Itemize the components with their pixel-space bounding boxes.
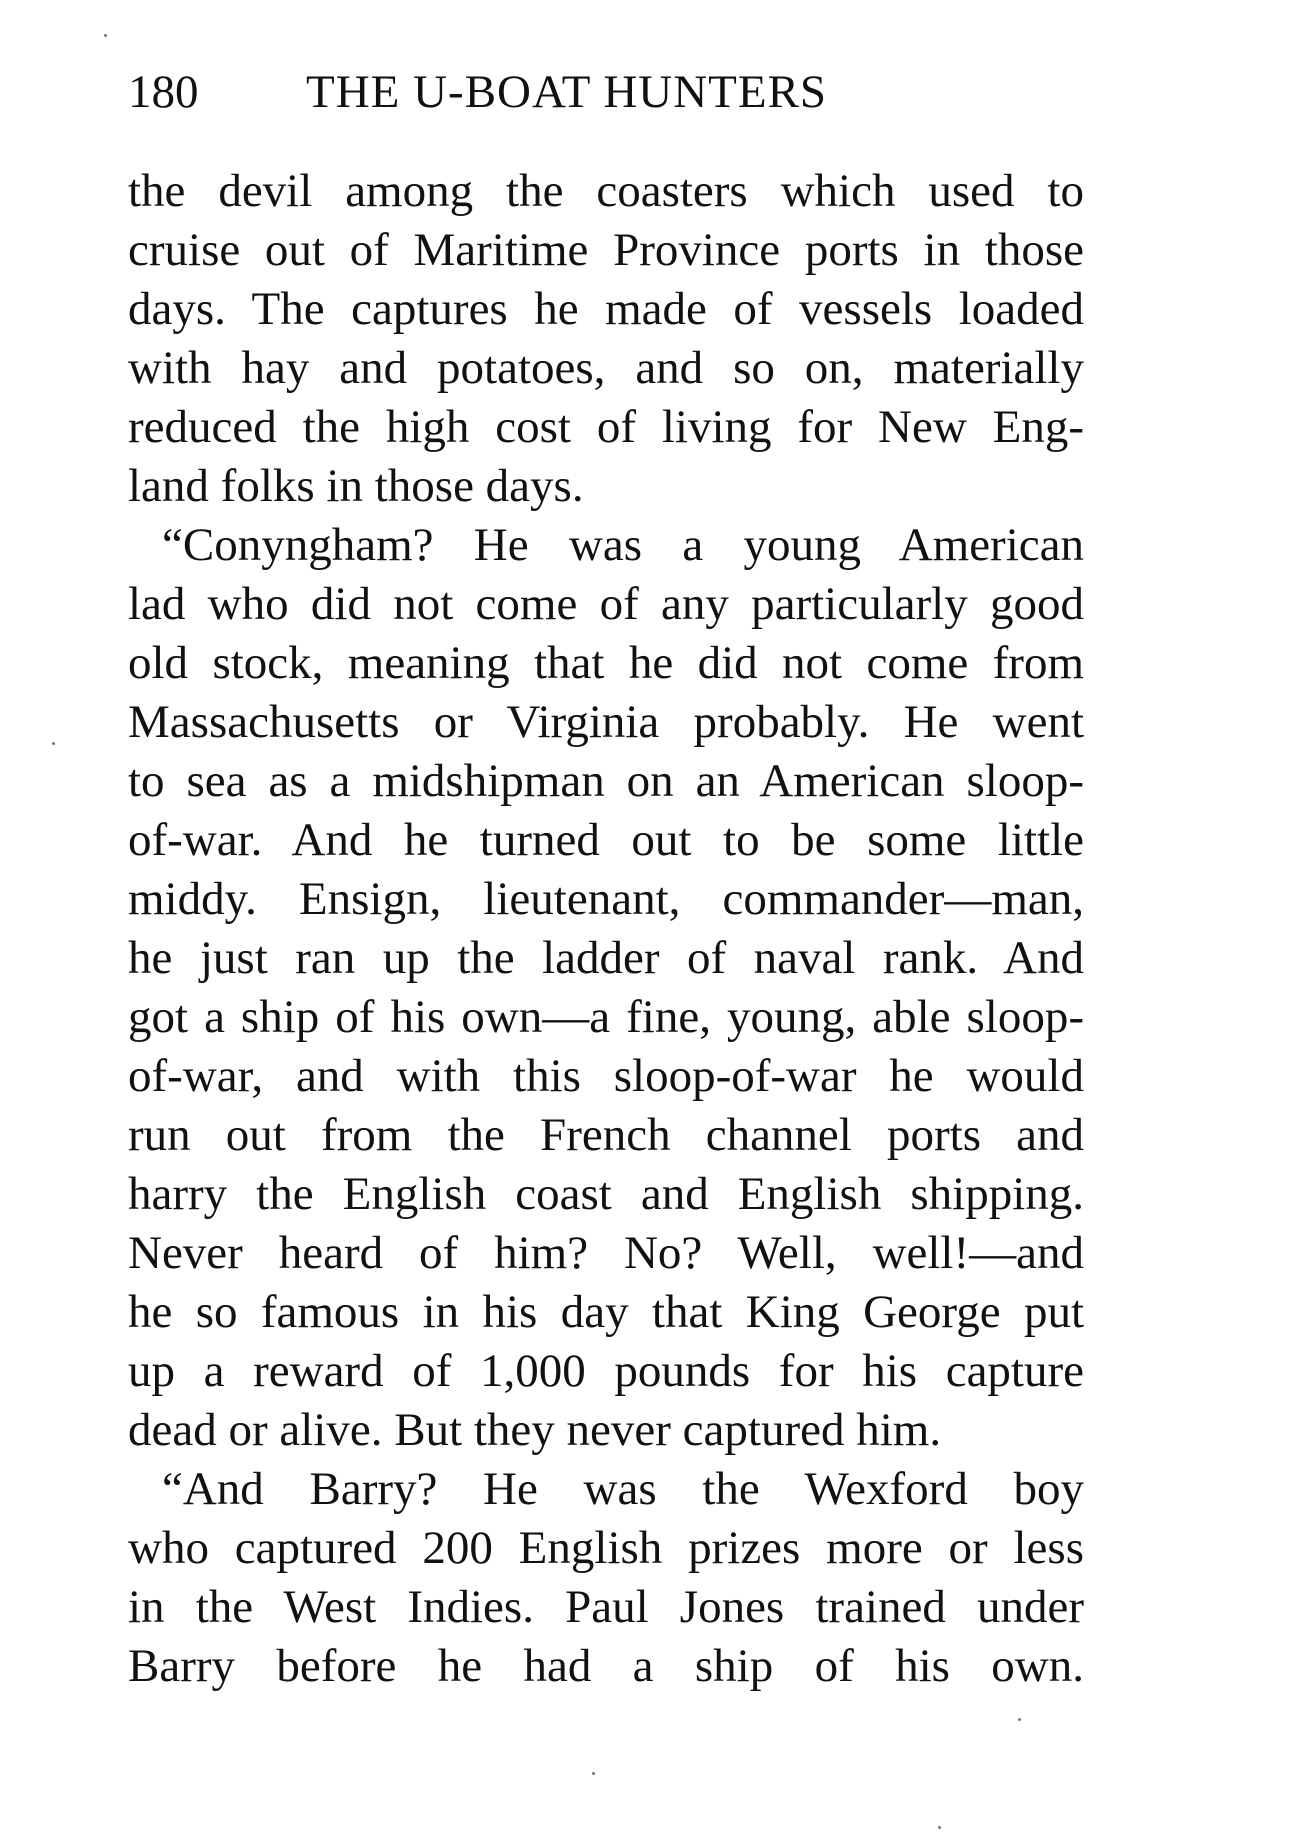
paper-speck [52, 742, 55, 745]
paper-speck [104, 34, 107, 37]
paper-speck [938, 1826, 941, 1829]
text-line: Never heard of him? No? Well, well!—and [128, 1227, 1084, 1279]
text-line: Barry before he had a ship of his own. [128, 1640, 1084, 1692]
text-line: he so famous in his day that King George put [128, 1286, 1084, 1338]
text-line: in the West Indies. Paul Jones trained under [128, 1581, 1084, 1633]
running-title: THE U-BOAT HUNTERS [306, 66, 828, 118]
text-line: land folks in those days. [128, 460, 584, 512]
text-line: days. The captures he made of vessels loaded [128, 283, 1084, 335]
text-line: old stock, meaning that he did not come from [128, 637, 1084, 689]
text-line: lad who did not come of any particularly good [128, 578, 1084, 630]
text-line: to sea as a midshipman on an American sloop- [128, 755, 1084, 807]
running-head [128, 62, 1088, 122]
paper-speck [1018, 1718, 1021, 1721]
text-line: run out from the French channel ports and [128, 1109, 1084, 1161]
text-line: reduced the high cost of living for New Eng- [128, 401, 1084, 453]
paragraph-start-line: “Conyngham? He was a young American [162, 519, 1084, 571]
body-text [128, 162, 1084, 1696]
text-line: he just ran up the ladder of naval rank. And [128, 932, 1084, 984]
paragraph-start-line: “And Barry? He was the Wexford boy [162, 1463, 1084, 1515]
text-line: of-war, and with this sloop-of-war he would [128, 1050, 1084, 1102]
text-line: up a reward of 1,000 pounds for his capture [128, 1345, 1084, 1397]
text-line: who captured 200 English prizes more or less [128, 1522, 1084, 1574]
text-line: with hay and potatoes, and so on, materially [128, 342, 1084, 394]
page-number: 180 [128, 66, 199, 118]
text-line: harry the English coast and English shipping. [128, 1168, 1084, 1220]
paper-speck [592, 1772, 595, 1775]
text-line: Massachusetts or Virginia probably. He went [128, 696, 1084, 748]
text-line: middy. Ensign, lieutenant, commander—man, [128, 873, 1084, 925]
text-line: of-war. And he turned out to be some little [128, 814, 1084, 866]
text-line: got a ship of his own—a fine, young, able sloop- [128, 991, 1084, 1043]
text-line: cruise out of Maritime Province ports in those [128, 224, 1084, 276]
text-line: dead or alive. But they never captured him. [128, 1404, 942, 1456]
text-line: the devil among the coasters which used to [128, 165, 1084, 217]
